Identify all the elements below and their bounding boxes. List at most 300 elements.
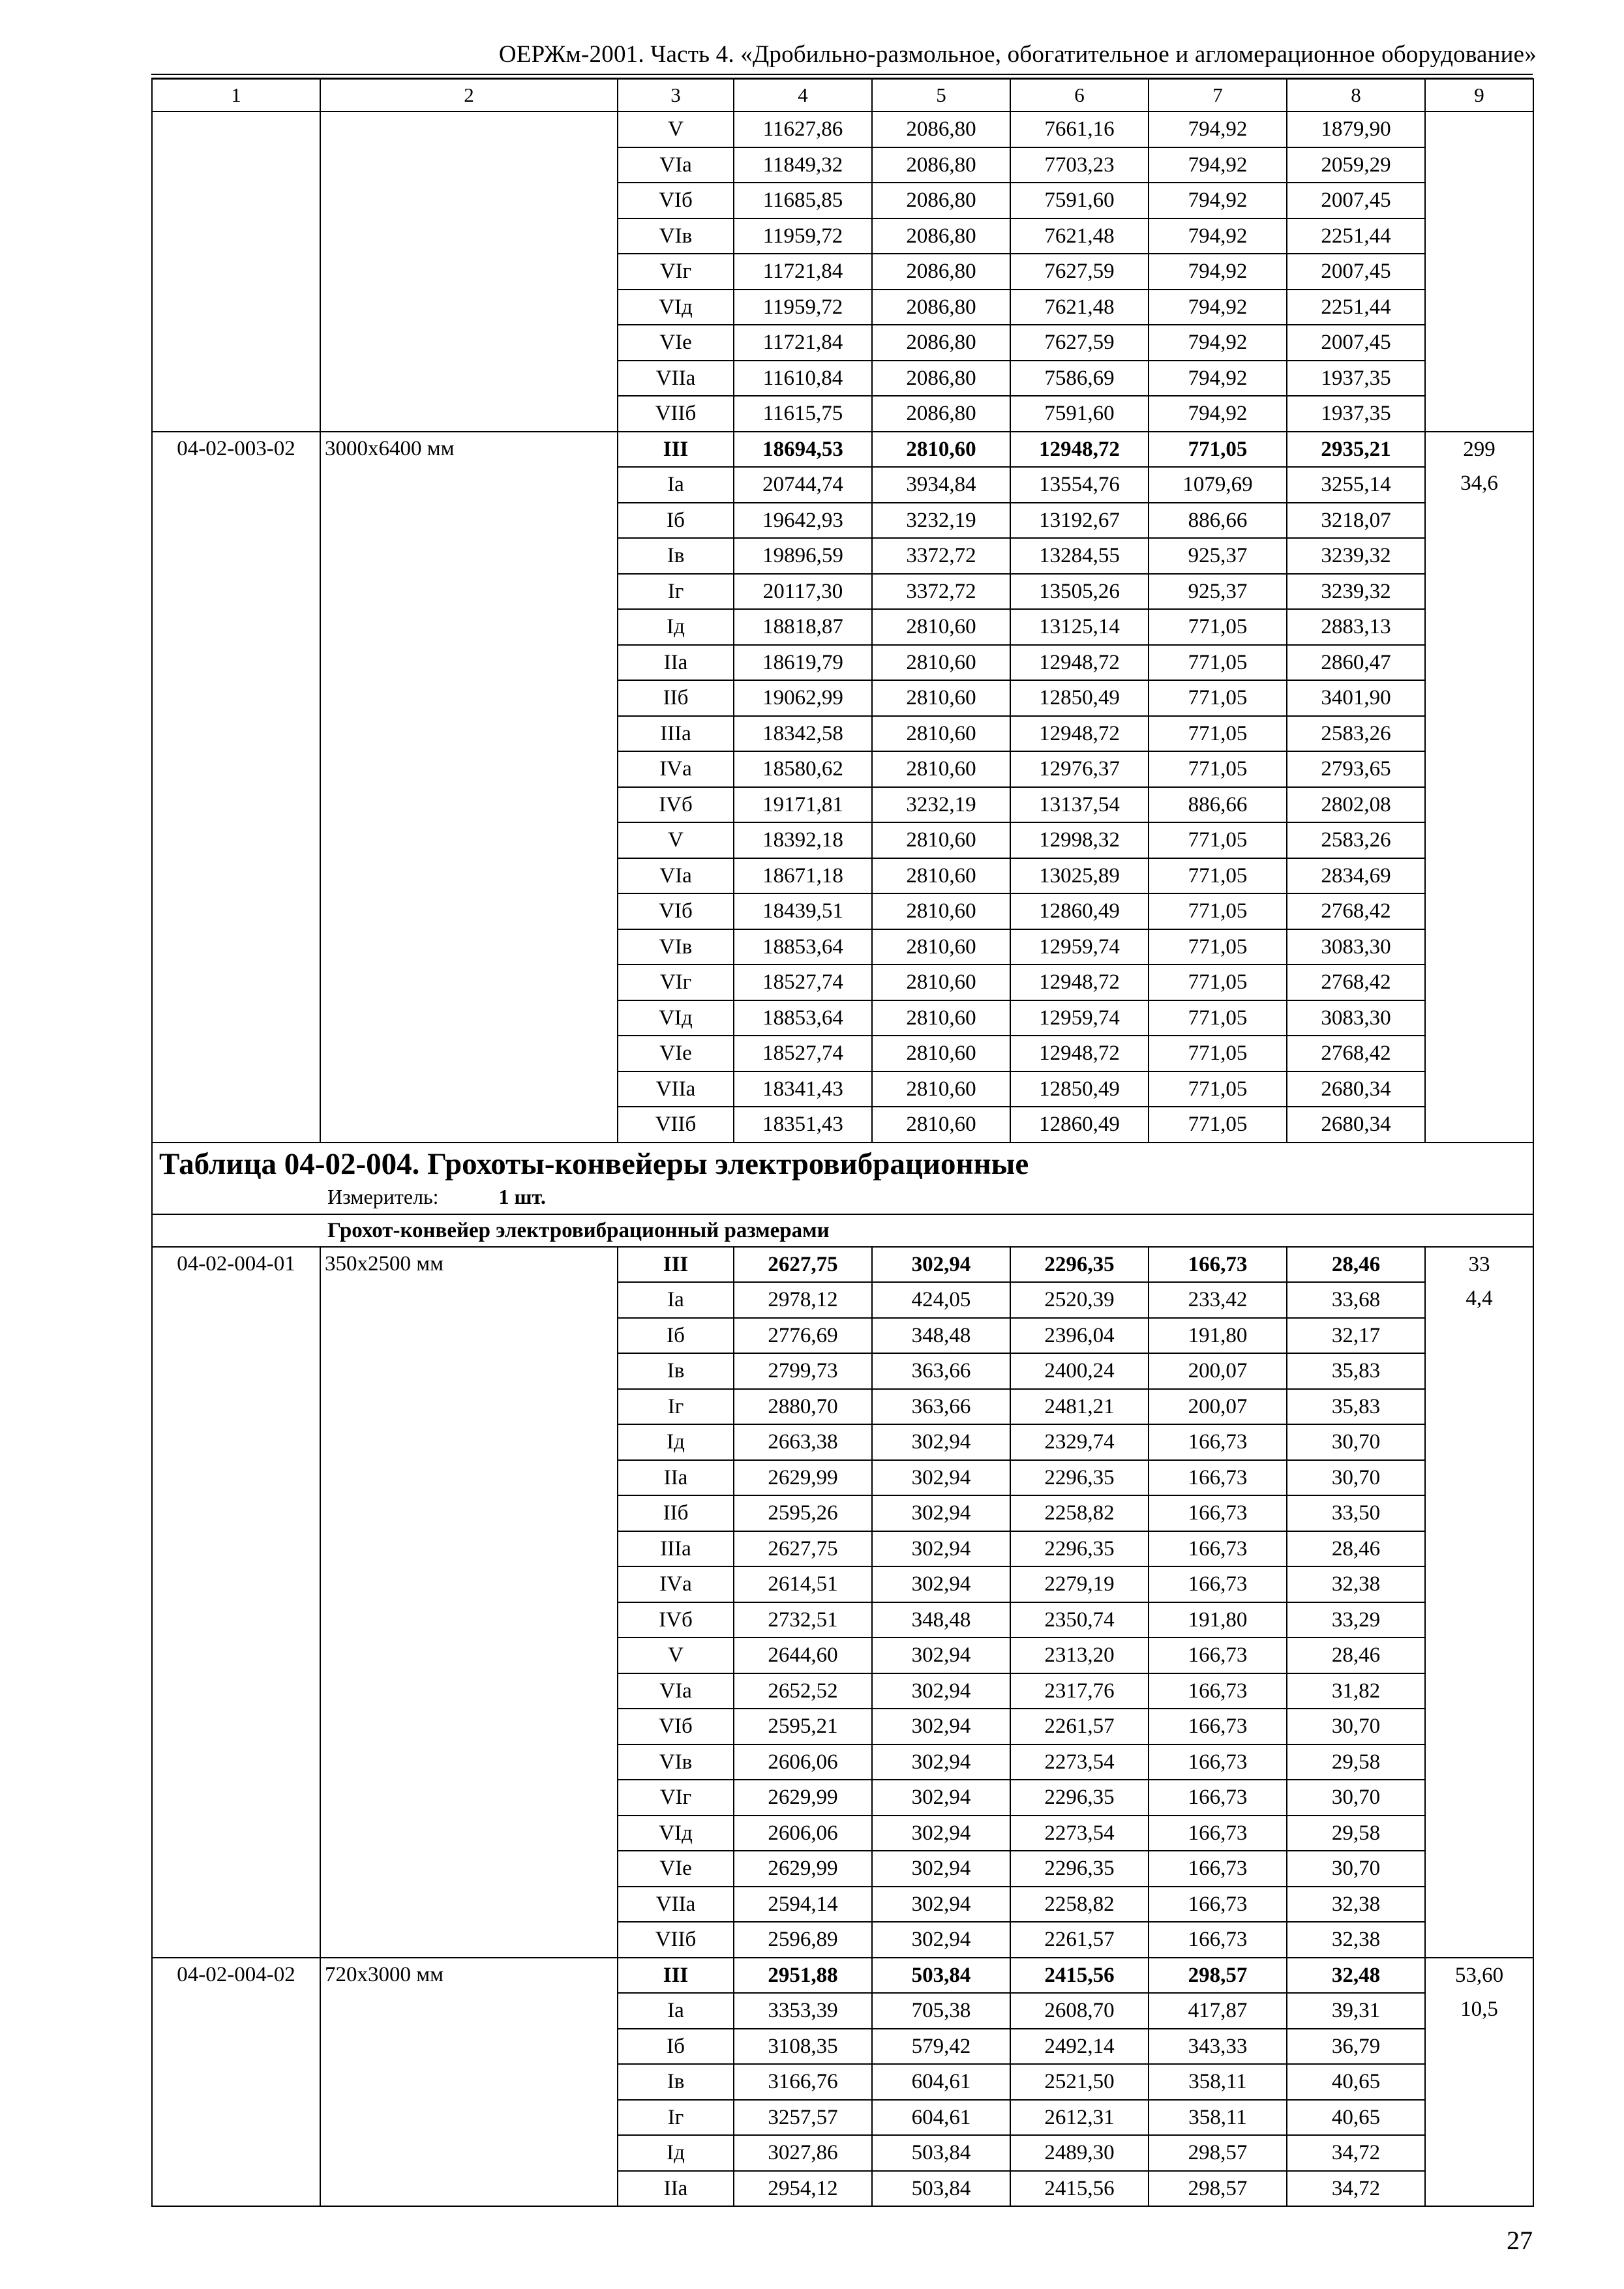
name-cell: 350х2500 мм xyxy=(320,1247,618,1958)
value-cell: 3239,32 xyxy=(1287,574,1425,610)
value-cell: 794,92 xyxy=(1149,218,1287,254)
value-cell: 771,05 xyxy=(1149,858,1287,894)
value-cell: 2086,80 xyxy=(872,290,1010,325)
value-cell: 18580,62 xyxy=(734,751,872,787)
table-subtitle: Грохот-конвейер электровибрационный размерами xyxy=(152,1214,1533,1247)
value-cell: 12998,32 xyxy=(1010,822,1149,858)
value-cell: 7661,16 xyxy=(1010,112,1149,147)
value-cell: 302,94 xyxy=(872,1495,1010,1531)
value-cell: 2261,57 xyxy=(1010,1709,1149,1744)
value-cell: 31,82 xyxy=(1287,1673,1425,1709)
page-number: 27 xyxy=(1507,2226,1533,2255)
value-cell: 579,42 xyxy=(872,2029,1010,2065)
value-cell: 771,05 xyxy=(1149,432,1287,468)
value-cell: 2883,13 xyxy=(1287,609,1425,645)
value-cell: 343,33 xyxy=(1149,2029,1287,2065)
region-cell: IIб xyxy=(618,680,734,716)
value-cell: 7621,48 xyxy=(1010,290,1149,325)
value-cell: 2612,31 xyxy=(1010,2100,1149,2136)
value-cell: 2793,65 xyxy=(1287,751,1425,787)
region-cell: VIа xyxy=(618,147,734,183)
value-cell: 3232,19 xyxy=(872,787,1010,823)
region-cell: VIб xyxy=(618,1709,734,1744)
value-cell: 794,92 xyxy=(1149,147,1287,183)
value-cell: 12976,37 xyxy=(1010,751,1149,787)
region-cell: VIIб xyxy=(618,396,734,432)
value-cell: 503,84 xyxy=(872,1958,1010,1994)
value-cell: 3083,30 xyxy=(1287,1000,1425,1036)
value-cell: 2810,60 xyxy=(872,751,1010,787)
value-cell: 166,73 xyxy=(1149,1744,1287,1780)
value-cell: 2317,76 xyxy=(1010,1673,1149,1709)
value-cell: 2296,35 xyxy=(1010,1851,1149,1887)
value-cell: 18694,53 xyxy=(734,432,872,468)
value-cell: 2776,69 xyxy=(734,1318,872,1354)
value-cell: 18392,18 xyxy=(734,822,872,858)
value-cell: 2583,26 xyxy=(1287,716,1425,752)
table-title: Таблица 04-02-004. Грохоты-конвейеры электровибрационные xyxy=(152,1143,1533,1185)
region-cell: V xyxy=(618,822,734,858)
value-cell: 604,61 xyxy=(872,2100,1010,2136)
value-cell: 2489,30 xyxy=(1010,2135,1149,2171)
region-cell: IVб xyxy=(618,787,734,823)
region-cell: Iд xyxy=(618,1424,734,1460)
value-cell: 424,05 xyxy=(872,1282,1010,1318)
region-cell: IIа xyxy=(618,2171,734,2207)
value-cell: 18342,58 xyxy=(734,716,872,752)
value-cell: 191,80 xyxy=(1149,1602,1287,1638)
value-cell: 200,07 xyxy=(1149,1353,1287,1389)
value-cell: 13192,67 xyxy=(1010,503,1149,539)
value-cell: 2768,42 xyxy=(1287,893,1425,929)
extra-cell xyxy=(1425,432,1533,1143)
value-cell: 771,05 xyxy=(1149,680,1287,716)
measure-label: Измеритель: xyxy=(327,1184,439,1208)
value-cell: 32,17 xyxy=(1287,1318,1425,1354)
value-cell: 2606,06 xyxy=(734,1744,872,1780)
value-cell: 7591,60 xyxy=(1010,396,1149,432)
value-cell: 302,94 xyxy=(872,1744,1010,1780)
value-cell: 2492,14 xyxy=(1010,2029,1149,2065)
value-cell: 2629,99 xyxy=(734,1851,872,1887)
value-cell: 363,66 xyxy=(872,1353,1010,1389)
value-cell: 12850,49 xyxy=(1010,680,1149,716)
value-cell: 12959,74 xyxy=(1010,1000,1149,1036)
value-cell: 200,07 xyxy=(1149,1389,1287,1425)
region-cell: VIд xyxy=(618,1816,734,1851)
value-cell: 2258,82 xyxy=(1010,1495,1149,1531)
value-cell: 2415,56 xyxy=(1010,2171,1149,2207)
value-cell: 2521,50 xyxy=(1010,2064,1149,2100)
value-cell: 2629,99 xyxy=(734,1460,872,1496)
value-cell: 11685,85 xyxy=(734,183,872,218)
extra-cell xyxy=(1425,112,1533,432)
region-cell: III xyxy=(618,432,734,468)
region-cell: Iд xyxy=(618,609,734,645)
value-cell: 771,05 xyxy=(1149,965,1287,1000)
value-cell: 302,94 xyxy=(872,1638,1010,1673)
value-cell: 771,05 xyxy=(1149,1036,1287,1071)
value-cell: 2834,69 xyxy=(1287,858,1425,894)
value-cell: 166,73 xyxy=(1149,1531,1287,1567)
value-cell: 13125,14 xyxy=(1010,609,1149,645)
value-cell: 30,70 xyxy=(1287,1460,1425,1496)
value-cell: 166,73 xyxy=(1149,1709,1287,1744)
region-cell: VIд xyxy=(618,1000,734,1036)
value-cell: 302,94 xyxy=(872,1816,1010,1851)
value-cell: 35,83 xyxy=(1287,1389,1425,1425)
value-cell: 20744,74 xyxy=(734,467,872,503)
value-cell: 771,05 xyxy=(1149,1071,1287,1107)
value-cell: 417,87 xyxy=(1149,1993,1287,2029)
table-row xyxy=(152,432,1533,468)
value-cell: 2007,45 xyxy=(1287,183,1425,218)
value-cell: 348,48 xyxy=(872,1318,1010,1354)
value-cell: 794,92 xyxy=(1149,112,1287,147)
value-cell: 2978,12 xyxy=(734,1282,872,1318)
value-cell: 1937,35 xyxy=(1287,361,1425,396)
value-cell: 12948,72 xyxy=(1010,965,1149,1000)
extra-value: 53,60 xyxy=(1454,1963,1504,1987)
value-cell: 2629,99 xyxy=(734,1780,872,1816)
value-cell: 3232,19 xyxy=(872,503,1010,539)
value-cell: 2810,60 xyxy=(872,822,1010,858)
value-cell: 32,38 xyxy=(1287,1922,1425,1958)
value-cell: 302,94 xyxy=(872,1531,1010,1567)
value-cell: 3083,30 xyxy=(1287,929,1425,965)
value-cell: 2935,21 xyxy=(1287,432,1425,468)
value-cell: 11959,72 xyxy=(734,290,872,325)
value-cell: 705,38 xyxy=(872,1993,1010,2029)
value-cell: 7621,48 xyxy=(1010,218,1149,254)
code-cell: 04-02-004-01 xyxy=(152,1247,320,1958)
region-cell: Iб xyxy=(618,503,734,539)
value-cell: 13025,89 xyxy=(1010,858,1149,894)
value-cell: 925,37 xyxy=(1149,574,1287,610)
region-cell: III xyxy=(618,1958,734,1994)
value-cell: 18671,18 xyxy=(734,858,872,894)
value-cell: 2086,80 xyxy=(872,254,1010,290)
name-cell: 3000х6400 мм xyxy=(320,432,618,1143)
value-cell: 2279,19 xyxy=(1010,1566,1149,1602)
region-cell: IVа xyxy=(618,1566,734,1602)
value-cell: 2251,44 xyxy=(1287,290,1425,325)
column-number: 1 xyxy=(152,79,320,112)
value-cell: 32,38 xyxy=(1287,1566,1425,1602)
value-cell: 2810,60 xyxy=(872,929,1010,965)
value-cell: 2596,89 xyxy=(734,1922,872,1958)
region-cell: Iа xyxy=(618,1993,734,2029)
value-cell: 2652,52 xyxy=(734,1673,872,1709)
value-cell: 13554,76 xyxy=(1010,467,1149,503)
value-cell: 166,73 xyxy=(1149,1780,1287,1816)
region-cell: Iб xyxy=(618,1318,734,1354)
value-cell: 2350,74 xyxy=(1010,1602,1149,1638)
value-cell: 2810,60 xyxy=(872,893,1010,929)
value-cell: 302,94 xyxy=(872,1709,1010,1744)
value-cell: 302,94 xyxy=(872,1247,1010,1283)
value-cell: 2086,80 xyxy=(872,396,1010,432)
value-cell: 40,65 xyxy=(1287,2064,1425,2100)
value-cell: 2608,70 xyxy=(1010,1993,1149,2029)
extra-value: 10,5 xyxy=(1460,1997,1498,2021)
value-cell: 2007,45 xyxy=(1287,325,1425,361)
column-number: 3 xyxy=(618,79,734,112)
value-cell: 604,61 xyxy=(872,2064,1010,2100)
value-cell: 2954,12 xyxy=(734,2171,872,2207)
value-cell: 3257,57 xyxy=(734,2100,872,2136)
region-cell: VIв xyxy=(618,1744,734,1780)
region-cell: Iд xyxy=(618,2135,734,2171)
value-cell: 2086,80 xyxy=(872,218,1010,254)
region-cell: IIIа xyxy=(618,716,734,752)
value-cell: 32,48 xyxy=(1287,1958,1425,1994)
value-cell: 2481,21 xyxy=(1010,1389,1149,1425)
region-cell: VIг xyxy=(618,965,734,1000)
value-cell: 2810,60 xyxy=(872,716,1010,752)
measure-value: 1 шт. xyxy=(498,1184,546,1208)
region-cell: VIе xyxy=(618,1851,734,1887)
value-cell: 794,92 xyxy=(1149,254,1287,290)
value-cell: 2296,35 xyxy=(1010,1247,1149,1283)
value-cell: 18527,74 xyxy=(734,965,872,1000)
code-cell: 04-02-004-02 xyxy=(152,1958,320,2207)
value-cell: 29,58 xyxy=(1287,1744,1425,1780)
value-cell: 3372,72 xyxy=(872,538,1010,574)
name-cell: 720х3000 мм xyxy=(320,1958,618,2207)
value-cell: 18818,87 xyxy=(734,609,872,645)
region-cell: VIд xyxy=(618,290,734,325)
value-cell: 2627,75 xyxy=(734,1531,872,1567)
region-cell: Iв xyxy=(618,1353,734,1389)
value-cell: 2007,45 xyxy=(1287,254,1425,290)
value-cell: 2802,08 xyxy=(1287,787,1425,823)
value-cell: 2880,70 xyxy=(734,1389,872,1425)
value-cell: 19642,93 xyxy=(734,503,872,539)
value-cell: 166,73 xyxy=(1149,1922,1287,1958)
column-number: 5 xyxy=(872,79,1010,112)
value-cell: 166,73 xyxy=(1149,1566,1287,1602)
value-cell: 771,05 xyxy=(1149,751,1287,787)
value-cell: 348,48 xyxy=(872,1602,1010,1638)
value-cell: 3027,86 xyxy=(734,2135,872,2171)
value-cell: 2273,54 xyxy=(1010,1744,1149,1780)
value-cell: 2680,34 xyxy=(1287,1071,1425,1107)
value-cell: 191,80 xyxy=(1149,1318,1287,1354)
value-cell: 34,72 xyxy=(1287,2171,1425,2207)
value-cell: 30,70 xyxy=(1287,1709,1425,1744)
value-cell: 166,73 xyxy=(1149,1495,1287,1531)
value-cell: 7703,23 xyxy=(1010,147,1149,183)
value-cell: 2251,44 xyxy=(1287,218,1425,254)
code-cell xyxy=(152,112,320,432)
value-cell: 771,05 xyxy=(1149,645,1287,681)
value-cell: 2768,42 xyxy=(1287,965,1425,1000)
value-cell: 11627,86 xyxy=(734,112,872,147)
value-cell: 2296,35 xyxy=(1010,1780,1149,1816)
value-cell: 302,94 xyxy=(872,1424,1010,1460)
region-cell: VIб xyxy=(618,893,734,929)
value-cell: 2768,42 xyxy=(1287,1036,1425,1071)
value-cell: 2273,54 xyxy=(1010,1816,1149,1851)
column-number: 4 xyxy=(734,79,872,112)
table-title-row xyxy=(152,1143,1533,1185)
value-cell: 302,94 xyxy=(872,1851,1010,1887)
value-cell: 7627,59 xyxy=(1010,254,1149,290)
value-cell: 40,65 xyxy=(1287,2100,1425,2136)
region-cell: VIIа xyxy=(618,1887,734,1922)
table-row xyxy=(152,112,1533,147)
code-cell: 04-02-003-02 xyxy=(152,432,320,1143)
value-cell: 7586,69 xyxy=(1010,361,1149,396)
value-cell: 2810,60 xyxy=(872,609,1010,645)
value-cell: 28,46 xyxy=(1287,1638,1425,1673)
value-cell: 3108,35 xyxy=(734,2029,872,2065)
region-cell: VIб xyxy=(618,183,734,218)
value-cell: 3401,90 xyxy=(1287,680,1425,716)
value-cell: 29,58 xyxy=(1287,1816,1425,1851)
value-cell: 2520,39 xyxy=(1010,1282,1149,1318)
value-cell: 12948,72 xyxy=(1010,645,1149,681)
value-cell: 358,11 xyxy=(1149,2100,1287,2136)
value-cell: 2799,73 xyxy=(734,1353,872,1389)
value-cell: 2086,80 xyxy=(872,325,1010,361)
value-cell: 2810,60 xyxy=(872,858,1010,894)
value-cell: 166,73 xyxy=(1149,1460,1287,1496)
measure-cell xyxy=(152,1185,1533,1214)
value-cell: 2606,06 xyxy=(734,1816,872,1851)
value-cell: 34,72 xyxy=(1287,2135,1425,2171)
region-cell: VIв xyxy=(618,218,734,254)
document-header: ОЕРЖм-2001. Часть 4. «Дробильно-размольное, обогатительное и агломерационное оборудование» xyxy=(498,41,1537,68)
value-cell: 3372,72 xyxy=(872,574,1010,610)
region-cell: VIIб xyxy=(618,1107,734,1143)
value-cell: 2258,82 xyxy=(1010,1887,1149,1922)
region-cell: VIг xyxy=(618,1780,734,1816)
value-cell: 30,70 xyxy=(1287,1780,1425,1816)
value-cell: 2329,74 xyxy=(1010,1424,1149,1460)
value-cell: 13137,54 xyxy=(1010,787,1149,823)
region-cell: IIIа xyxy=(618,1531,734,1567)
value-cell: 794,92 xyxy=(1149,396,1287,432)
extra-value: 33 xyxy=(1468,1252,1490,1276)
value-cell: 1879,90 xyxy=(1287,112,1425,147)
value-cell: 2810,60 xyxy=(872,680,1010,716)
value-cell: 358,11 xyxy=(1149,2064,1287,2100)
value-cell: 2860,47 xyxy=(1287,645,1425,681)
value-cell: 3255,14 xyxy=(1287,467,1425,503)
region-cell: Iа xyxy=(618,1282,734,1318)
value-cell: 2732,51 xyxy=(734,1602,872,1638)
value-cell: 2086,80 xyxy=(872,147,1010,183)
value-cell: 771,05 xyxy=(1149,716,1287,752)
value-cell: 18351,43 xyxy=(734,1107,872,1143)
region-cell: VIIб xyxy=(618,1922,734,1958)
value-cell: 2810,60 xyxy=(872,965,1010,1000)
extra-value: 34,6 xyxy=(1460,471,1498,495)
value-cell: 2400,24 xyxy=(1010,1353,1149,1389)
value-cell: 2810,60 xyxy=(872,1107,1010,1143)
value-cell: 233,42 xyxy=(1149,1282,1287,1318)
value-cell: 19062,99 xyxy=(734,680,872,716)
value-cell: 771,05 xyxy=(1149,1107,1287,1143)
value-cell: 925,37 xyxy=(1149,538,1287,574)
extra-cell xyxy=(1425,1247,1533,1958)
value-cell: 302,94 xyxy=(872,1887,1010,1922)
value-cell: 28,46 xyxy=(1287,1531,1425,1567)
value-cell: 2261,57 xyxy=(1010,1922,1149,1958)
column-number: 9 xyxy=(1425,79,1533,112)
value-cell: 33,50 xyxy=(1287,1495,1425,1531)
value-cell: 2583,26 xyxy=(1287,822,1425,858)
value-cell: 302,94 xyxy=(872,1780,1010,1816)
value-cell: 298,57 xyxy=(1149,1958,1287,1994)
region-cell: VIе xyxy=(618,325,734,361)
value-cell: 771,05 xyxy=(1149,822,1287,858)
value-cell: 2296,35 xyxy=(1010,1460,1149,1496)
value-cell: 2810,60 xyxy=(872,645,1010,681)
value-cell: 33,68 xyxy=(1287,1282,1425,1318)
region-cell: Iг xyxy=(618,574,734,610)
value-cell: 28,46 xyxy=(1287,1247,1425,1283)
value-cell: 3166,76 xyxy=(734,2064,872,2100)
value-cell: 3218,07 xyxy=(1287,503,1425,539)
value-cell: 11615,75 xyxy=(734,396,872,432)
value-cell: 1937,35 xyxy=(1287,396,1425,432)
header-rule xyxy=(151,74,1533,75)
value-cell: 33,29 xyxy=(1287,1602,1425,1638)
extra-cell xyxy=(1425,1958,1533,2207)
region-cell: III xyxy=(618,1247,734,1283)
subtitle-row xyxy=(152,1214,1533,1247)
value-cell: 12860,49 xyxy=(1010,893,1149,929)
name-cell xyxy=(320,112,618,432)
rates-table xyxy=(151,78,1534,2207)
value-cell: 166,73 xyxy=(1149,1673,1287,1709)
column-number: 6 xyxy=(1010,79,1149,112)
value-cell: 2296,35 xyxy=(1010,1531,1149,1567)
value-cell: 18341,43 xyxy=(734,1071,872,1107)
value-cell: 166,73 xyxy=(1149,1638,1287,1673)
value-cell: 11849,32 xyxy=(734,147,872,183)
value-cell: 11610,84 xyxy=(734,361,872,396)
value-cell: 2059,29 xyxy=(1287,147,1425,183)
value-cell: 2595,26 xyxy=(734,1495,872,1531)
region-cell: VIIа xyxy=(618,1071,734,1107)
value-cell: 1079,69 xyxy=(1149,467,1287,503)
value-cell: 18853,64 xyxy=(734,929,872,965)
value-cell: 166,73 xyxy=(1149,1424,1287,1460)
value-cell: 794,92 xyxy=(1149,361,1287,396)
region-cell: Iб xyxy=(618,2029,734,2065)
value-cell: 12948,72 xyxy=(1010,432,1149,468)
region-cell: Iв xyxy=(618,538,734,574)
value-cell: 30,70 xyxy=(1287,1851,1425,1887)
value-cell: 12948,72 xyxy=(1010,716,1149,752)
region-cell: V xyxy=(618,112,734,147)
value-cell: 3239,32 xyxy=(1287,538,1425,574)
region-cell: VIа xyxy=(618,858,734,894)
value-cell: 2086,80 xyxy=(872,183,1010,218)
value-cell: 771,05 xyxy=(1149,609,1287,645)
value-cell: 166,73 xyxy=(1149,1247,1287,1283)
column-number: 8 xyxy=(1287,79,1425,112)
value-cell: 302,94 xyxy=(872,1460,1010,1496)
value-cell: 2627,75 xyxy=(734,1247,872,1283)
value-cell: 12959,74 xyxy=(1010,929,1149,965)
value-cell: 12850,49 xyxy=(1010,1071,1149,1107)
value-cell: 503,84 xyxy=(872,2171,1010,2207)
